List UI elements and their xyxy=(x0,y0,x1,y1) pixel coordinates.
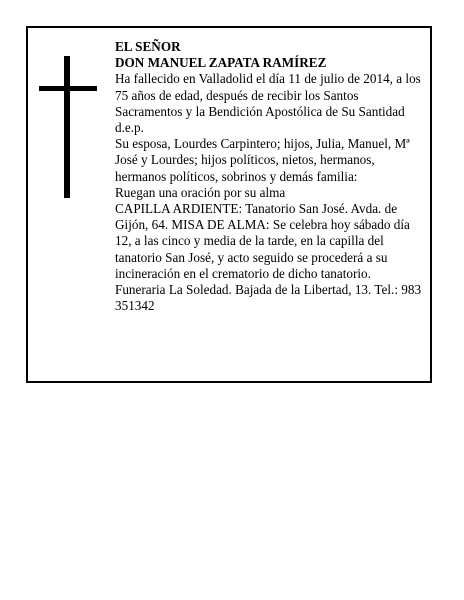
cross-vertical-bar xyxy=(64,56,70,198)
latin-cross-icon xyxy=(39,56,97,198)
notice-title: EL SEÑOR xyxy=(115,39,181,54)
funeral-home-contact: Funeraria La Soledad. Bajada de la Libertad, 13. Tel.: 983 351342 xyxy=(115,282,422,314)
prayer-request: Ruegan una oración por su alma xyxy=(115,184,286,200)
family-list: Su esposa, Lourdes Carpintero; hijos, Julia, Manuel, Mª José y Lourdes; hijos políticos, nietos, hermanos, hermanos políticos, sobrinos y demás familia: xyxy=(115,136,410,184)
death-announcement: Ha fallecido en Valladolid el día 11 de julio de 2014, a los 75 años de edad, después de recibir los Santos Sacramentos y la Bendición Apostólica de Su Santidad d.e.p. xyxy=(115,71,421,136)
obituary-text xyxy=(115,39,427,314)
obituary-notice-frame xyxy=(26,26,432,383)
deceased-name: DON MANUEL ZAPATA RAMÍREZ xyxy=(115,55,327,71)
funeral-details: CAPILLA ARDIENTE: Tanatorio San José. Avda. de Gijón, 64. MISA DE ALMA: Se celebra hoy sábado día 12, a las cinco y media de la tarde, en la capilla del tanatorio San José, y acto seguido se procederá a su incineración en el crematorio de dicho tanatorio. xyxy=(115,201,410,281)
cross-horizontal-bar xyxy=(39,86,97,91)
